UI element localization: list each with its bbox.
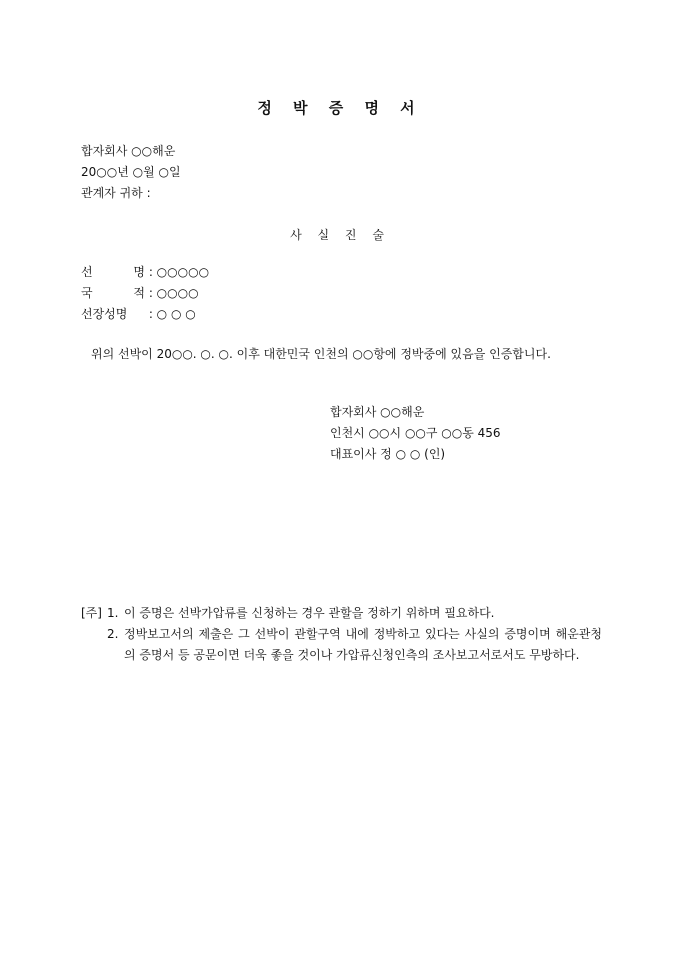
note-text: 이 증명은 선박가압류를 신청하는 경우 관할을 정하기 위하며 필요하다. [124,606,495,620]
field-value: : ○○○○ [148,286,199,300]
addressee-recipient: 관계자 귀하 : [81,186,151,200]
document-title: 정 박 증 명 서 [257,99,423,117]
section-title: 사 실 진 술 [290,228,390,242]
field-label: 국 적 [81,286,145,300]
field-label: 선 명 [81,265,145,279]
field-value: : ○○○○○ [148,265,210,279]
note-text: 정박보고서의 제출은 그 선박이 관할구역 내에 정박하고 있다는 사실의 증명이며 해운관청의 증명서 등 공문이면 더욱 좋을 것이나 가압류신청인측의 조사보고서로서도 무방하다. [124,627,602,662]
field-value: : ○ ○ ○ [148,307,196,321]
field-nationality [81,285,199,301]
addressee-company: 합자회사 ○○해운 [81,144,176,158]
notes-prefix: [주] [81,606,102,620]
issuer-representative: 대표이사 정 ○ ○ (인) [330,447,446,461]
note-number: 1. [107,606,119,620]
issuer-company: 합자회사 ○○해운 [330,405,425,419]
field-captain-name [81,306,196,322]
field-label: 선장성명 [81,307,128,321]
addressee-date: 20○○년 ○월 ○일 [81,165,181,179]
statement-paragraph: 위의 선박이 20○○. ○. ○. 이후 대한민국 인천의 ○○항에 정박중에 있음을 인증합니다. [91,347,551,361]
issuer-address: 인천시 ○○시 ○○구 ○○동 456 [330,426,501,440]
note-number: 2. [107,627,119,641]
field-ship-name [81,264,209,280]
